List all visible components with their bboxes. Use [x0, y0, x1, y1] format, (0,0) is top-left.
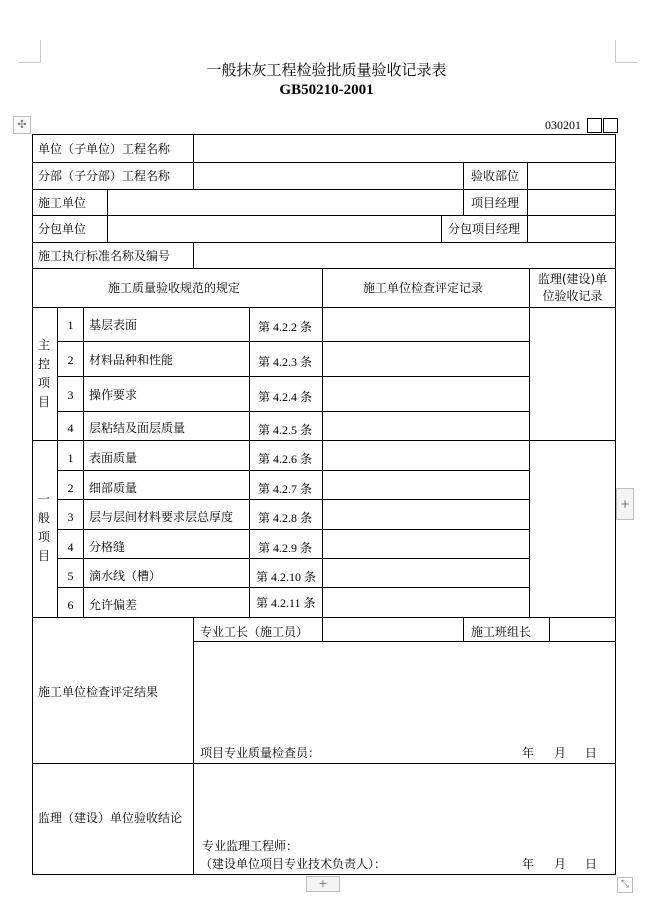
general-item-clause: 第 4.2.11 条 [256, 596, 316, 610]
general-item-no: 6 [67, 598, 74, 612]
subcontract-manager-label: 分包项目经理 [448, 222, 521, 236]
construction-unit-label: 施工单位 [38, 196, 87, 210]
check-record-column-header: 施工单位检查评定记录 [363, 281, 484, 295]
conclusion-month-label: 月 [554, 857, 567, 871]
main-item-no: 3 [67, 388, 74, 402]
owner-technical-lead-label: （建设单位项目专业技术负责人）： [200, 857, 387, 871]
main-item-name: 基层表面 [89, 318, 138, 332]
supervision-column-header-line2: 位验收记录 [542, 289, 603, 303]
main-item-clause: 第 4.2.3 条 [258, 355, 313, 369]
team-leader-label: 施工班组长 [471, 625, 532, 639]
general-item-clause: 第 4.2.9 条 [258, 541, 313, 555]
general-item-clause: 第 4.2.10 条 [256, 570, 317, 584]
general-item-name: 细部质量 [89, 481, 138, 495]
general-item-no: 5 [67, 569, 74, 583]
add-column-icon[interactable]: + [616, 488, 634, 520]
general-item-no: 4 [67, 540, 74, 554]
main-item-name: 层粘结及面层质量 [89, 421, 186, 435]
spec-column-header: 施工质量验收规范的规定 [108, 281, 241, 295]
add-row-icon[interactable]: + [306, 876, 340, 892]
standard-code: GB50210-2001 [279, 82, 374, 98]
construction-result-label: 施工单位检查评定结果 [38, 685, 159, 699]
form-code-box-2 [603, 118, 618, 133]
general-item-name: 层与层间材料要求层总厚度 [89, 510, 234, 524]
standard-name-label: 施工执行标准名称及编号 [38, 249, 171, 263]
quality-inspector-label: 项目专业质量检查员： [200, 746, 321, 760]
conclusion-year-label: 年 [522, 857, 535, 871]
sub-project-label: 分部（子分部）工程名称 [38, 169, 171, 183]
general-item-name: 分格缝 [89, 540, 126, 554]
main-item-no: 2 [67, 353, 74, 367]
general-item-clause: 第 4.2.8 条 [258, 511, 313, 525]
main-item-clause: 第 4.2.4 条 [258, 390, 313, 404]
main-item-clause: 第 4.2.5 条 [258, 423, 313, 437]
project-manager-label: 项目经理 [471, 196, 520, 210]
supervision-column-header-line1: 监理(建设)单 [537, 272, 608, 286]
conclusion-day-label: 日 [585, 857, 598, 871]
acceptance-part-label: 验收部位 [471, 169, 520, 183]
general-item-clause: 第 4.2.7 条 [258, 482, 313, 496]
supervisor-label: 专业监理工程师： [202, 839, 299, 853]
general-item-no: 3 [67, 510, 74, 524]
general-item-name: 允许偏差 [89, 598, 138, 612]
general-items-group-label: 一般项目 [37, 492, 50, 563]
main-items-group-label: 主控项目 [37, 338, 50, 409]
supervision-conclusion-label: 监理（建设）单位验收结论 [38, 811, 183, 825]
table-move-handle-icon[interactable]: ✣ [13, 116, 31, 134]
unit-project-label: 单位（子单位）工程名称 [38, 142, 171, 156]
general-item-name: 滴水线（槽） [89, 569, 162, 583]
general-item-no: 1 [67, 451, 74, 465]
main-item-name: 操作要求 [89, 388, 138, 402]
main-item-name: 材料品种和性能 [89, 353, 174, 367]
table-resize-icon[interactable]: ⤡ [617, 877, 633, 893]
main-item-no: 4 [67, 421, 74, 435]
foreman-label: 专业工长（施工员） [200, 625, 309, 639]
general-item-clause: 第 4.2.6 条 [258, 452, 313, 466]
subcontract-unit-label: 分包单位 [38, 222, 87, 236]
inspection-month-label: 月 [554, 746, 567, 760]
inspection-day-label: 日 [585, 746, 598, 760]
form-code-box-1 [587, 118, 602, 133]
main-item-no: 1 [67, 318, 74, 332]
general-item-no: 2 [67, 481, 74, 495]
inspection-year-label: 年 [522, 746, 535, 760]
form-code: 030201 [545, 118, 581, 132]
document-title: 一般抹灰工程检验批质量验收记录表 [206, 61, 447, 79]
general-item-name: 表面质量 [89, 451, 138, 465]
main-item-clause: 第 4.2.2 条 [258, 320, 313, 334]
